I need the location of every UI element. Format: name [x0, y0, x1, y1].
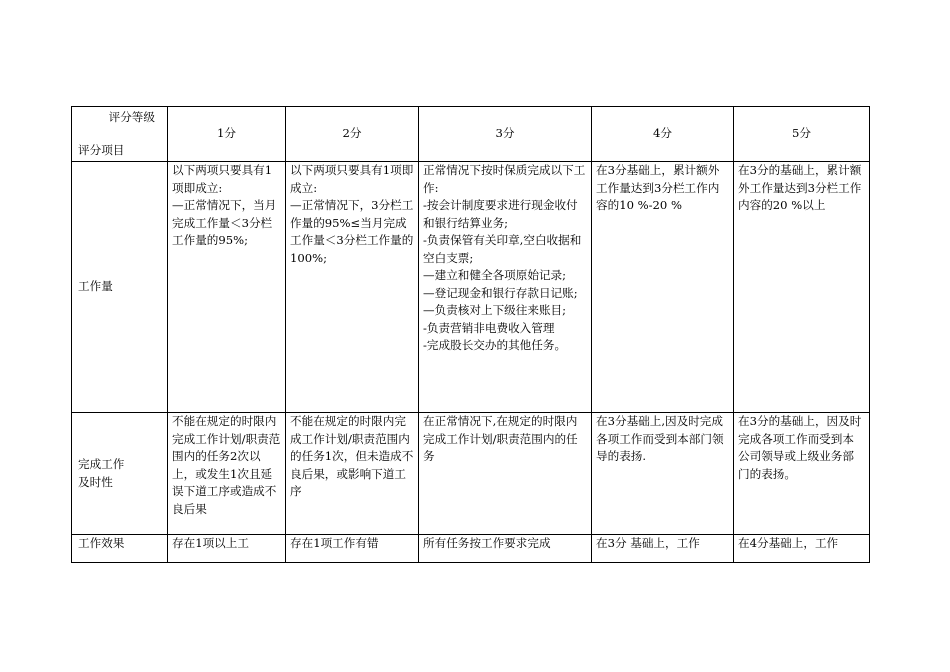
cell-text-line: 在正常情况下,在规定的时限内完成工作计划/职责范围内的任务	[423, 414, 578, 463]
table-cell	[419, 162, 592, 413]
table-cell	[592, 413, 734, 535]
cell-text-line: 存在1项以上工	[172, 536, 249, 550]
cell-text-line: -完成股长交办的其他任务。	[423, 338, 567, 352]
score-header-3: 3分	[419, 107, 592, 162]
table-cell	[286, 413, 419, 535]
cell-text-line: 不能在规定的时限内完成工作计划/职责范围内的任务2次以上，或发生1次且延误下道工序或造成不良后果	[172, 414, 281, 516]
row-label	[72, 413, 168, 535]
cell-text-line: 及时性	[78, 474, 113, 489]
score-header-4: 4分	[592, 107, 734, 162]
table-cell	[286, 535, 419, 563]
cell-text-line: —正常情况下，当月完成工作量＜3分栏工作量的95%;	[172, 198, 277, 247]
cell-text-line: 以下两项只要具有1项即成立:	[290, 163, 414, 195]
cell-text-line: 在3分基础上，累计额外工作量达到3分栏工作内容的10 %-20 %	[596, 163, 720, 212]
cell-text-line: 以下两项只要具有1项即成立:	[172, 163, 273, 195]
row-label	[72, 162, 168, 413]
table-row-effectiveness	[72, 535, 870, 563]
cell-text-line: -负责保管有关印章,空白收据和空白支票;	[423, 233, 582, 265]
cell-text-line: —正常情况下，3分栏工作量的95%≤当月完成工作量＜3分栏工作量的100%;	[290, 198, 414, 265]
cell-text-line: 正常情况下按时保质完成以下工作:	[423, 163, 586, 195]
cell-text-line: 在3分基础上,因及时完成各项工作而受到本部门领导的表扬.	[596, 414, 724, 463]
table-cell	[592, 162, 734, 413]
score-header-1: 1分	[168, 107, 286, 162]
table-cell	[592, 535, 734, 563]
table-cell	[168, 535, 286, 563]
cell-text-line: 在3分的基础上，累计额外工作量达到3分栏工作内容的20 %以上	[738, 163, 862, 212]
table-cell	[168, 413, 286, 535]
evaluation-table	[71, 106, 870, 563]
corner-label-rating-level: 评分等级	[108, 110, 155, 124]
table-cell	[734, 535, 870, 563]
score-header-5: 5分	[734, 107, 870, 162]
score-header-2: 2分	[286, 107, 419, 162]
header-row	[72, 107, 870, 162]
cell-text-line: 在3分 基础上，工作	[596, 536, 700, 550]
corner-label-rating-item: 评分项目	[78, 142, 125, 157]
cell-text-line: —负责核对上下级往来账目;	[423, 303, 567, 317]
cell-text-line: 工作量	[78, 279, 113, 294]
cell-text-line: 存在1项工作有错	[290, 536, 379, 550]
cell-text-line: -按会计制度要求进行现金收付和银行结算业务;	[423, 198, 578, 230]
cell-text-line: 不能在规定的时限内完成工作计划/职责范围内的任务1次，但未造成不良后果，或影响下道工序	[290, 414, 414, 498]
cell-text-line: 完成工作	[78, 457, 125, 471]
table-cell	[419, 535, 592, 563]
cell-text-line: -负责营销非电费收入管理	[423, 320, 555, 335]
cell-text-line: 工作效果	[78, 536, 125, 550]
table-row-timeliness	[72, 413, 870, 535]
row-label	[72, 535, 168, 563]
table-cell	[168, 162, 286, 413]
cell-text-line: —登记现金和银行存款日记账;	[423, 285, 578, 300]
table-cell	[734, 162, 870, 413]
corner-header-cell	[72, 107, 168, 162]
cell-text-line: 在3分的基础上，因及时完成各项工作而受到本公司领导或上级业务部门的表扬。	[738, 414, 862, 481]
table-cell	[286, 162, 419, 413]
table-cell	[734, 413, 870, 535]
cell-text-line: —建立和健全各项原始记录;	[423, 268, 567, 282]
cell-text-line: 在4分基础上，工作	[738, 536, 839, 550]
table-cell	[419, 413, 592, 535]
cell-text-line: 所有任务按工作要求完成	[423, 536, 551, 550]
table-row-workload	[72, 162, 870, 413]
